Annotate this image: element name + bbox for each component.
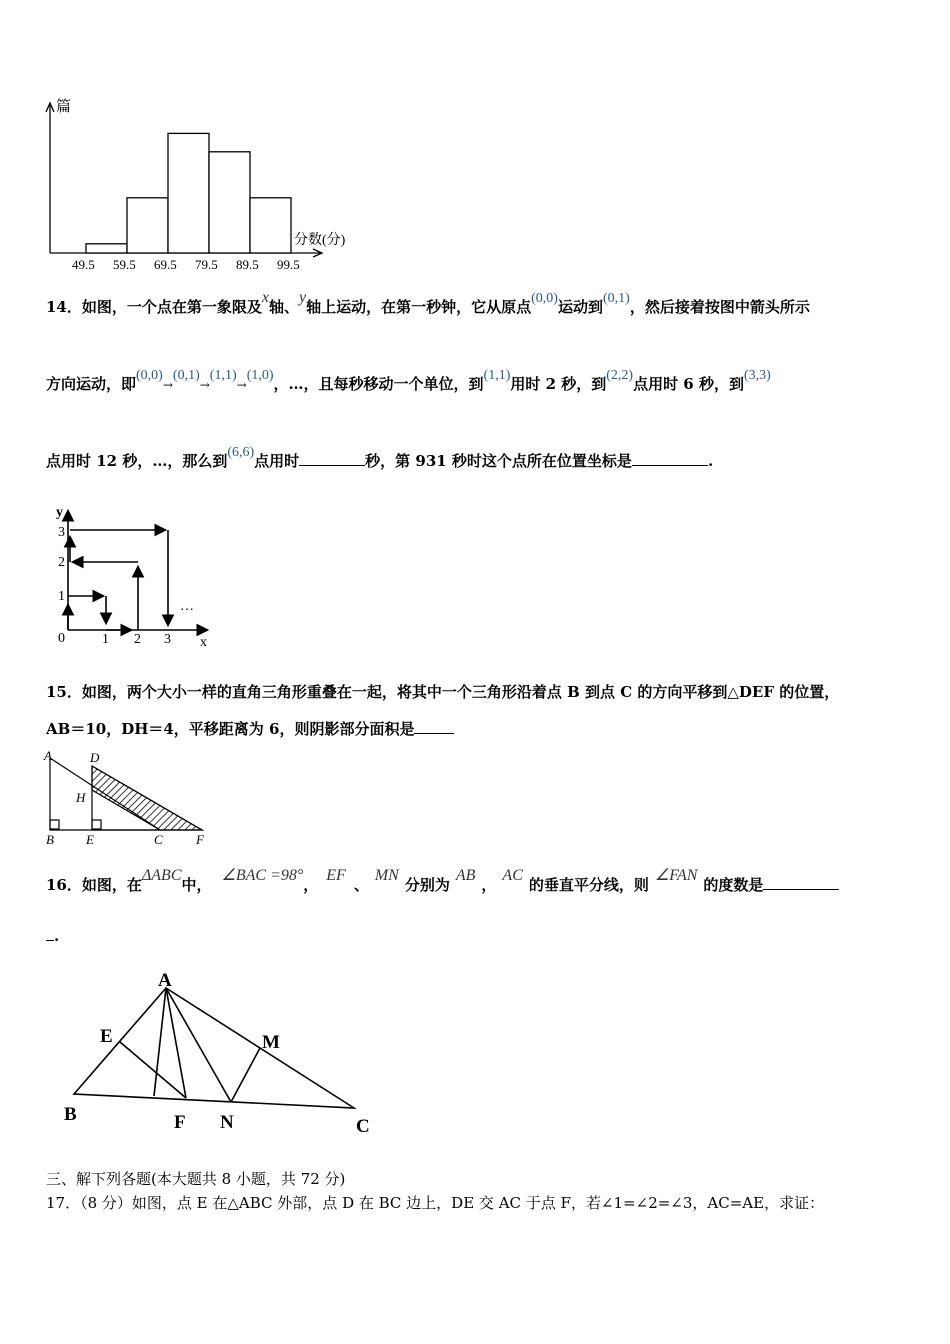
fig14-path-diagram [48,500,238,650]
fig14-x-tick-2: 2 [134,632,141,647]
q15-line-2: AB＝10，DH＝4，平移距离为 6，则阴影部分面积是 [46,718,454,739]
fig16-label-C: C [356,1116,370,1137]
q16-line-1: 16．如图，在ΔABC中，∠BAC =98°，EF、MN分别为AB，AC的垂直平分线，则∠FAN的度数是 [46,874,839,895]
fig16-label-B: B [64,1104,77,1125]
q17-line-1: 17．（8 分）如图，点 E 在△ABC 外部，点 D 在 BC 边上，DE 交 AC 于点 F，若∠1=∠2=∠3，AC=AE，求证： [46,1194,825,1212]
q14-line-3: 点用时 12 秒，…，那么到(6,6)点用时 秒，第 931 秒时这个点所在位置坐标是 . [46,445,714,470]
q16-line-2: . [46,926,59,945]
fig15-label-D: D [90,750,100,765]
q14-line-2: 方向运动，即(0,0)→(0,1)→(1,1)→(1,0)，…，且每秒移动一个单位，到(1,1)用时 2 秒，到(2,2)点用时 6 秒，到(3,3) [46,368,771,393]
histogram-bar-4 [209,152,250,253]
fig15-triangles [40,748,220,848]
fig16-label-E: E [100,1026,113,1047]
fig16-triangle [58,962,388,1142]
histogram-bar-5 [250,198,291,253]
fig14-origin: 0 [58,631,65,646]
fig14-y-label: y [56,505,63,520]
q15-line-1: 15．如图，两个大小一样的直角三角形重叠在一起，将其中一个三角形沿着点 B 到点 C 的方向平移到△DEF 的位置， [46,683,840,701]
q14-line-1: 14．如图，一个点在第一象限及x轴、y轴上运动，在第一秒钟，它从原点(0,0)运动到(0,1)，然后接着按图中箭头所示 [46,289,810,316]
fig14-y-tick-2: 2 [58,555,65,570]
histogram-chart [30,95,360,275]
fig16-label-M: M [262,1032,280,1053]
fig15-label-E: E [86,832,94,847]
fig15-label-B: B [46,832,54,847]
fig14-y-tick-3: 3 [58,525,65,540]
fig14-x-tick-3: 3 [164,632,171,647]
histogram-x-label: 分数(分) [294,233,346,248]
fig16-label-F: F [174,1112,186,1133]
fig16-label-A: A [158,970,172,991]
section-3-heading: 三、解下列各题(本大题共 8 小题，共 72 分) [46,1170,346,1188]
fig15-label-C: C [154,832,163,847]
fig14-y-tick-1: 1 [58,589,65,604]
fig14-x-tick-1: 1 [102,632,109,647]
fig15-label-H: H [76,790,86,805]
q16-answer-blank[interactable] [763,875,839,890]
fig15-label-A: A [44,748,52,763]
fig16-label-N: N [220,1112,234,1133]
fig14-x-label: x [200,635,207,650]
q16-answer-blank-tail[interactable] [46,926,54,941]
histogram-tick-1: 49.5 [72,257,95,272]
histogram-tick-3: 69.5 [154,257,177,272]
histogram-bar-2 [127,198,168,253]
histogram-y-label: 篇 [56,99,72,115]
histogram-tick-2: 59.5 [113,257,136,272]
histogram-tick-6: 99.5 [277,257,300,272]
q14-answer-blank-1[interactable] [299,451,365,466]
histogram-bar-1 [86,244,127,253]
histogram-bar-3 [168,133,209,253]
histogram-tick-5: 89.5 [236,257,259,272]
q14-answer-blank-2[interactable] [632,451,708,466]
histogram-tick-4: 79.5 [195,257,218,272]
fig14-ellipsis: … [180,599,194,614]
q15-answer-blank[interactable] [414,719,454,734]
fig15-label-F: F [196,832,204,847]
